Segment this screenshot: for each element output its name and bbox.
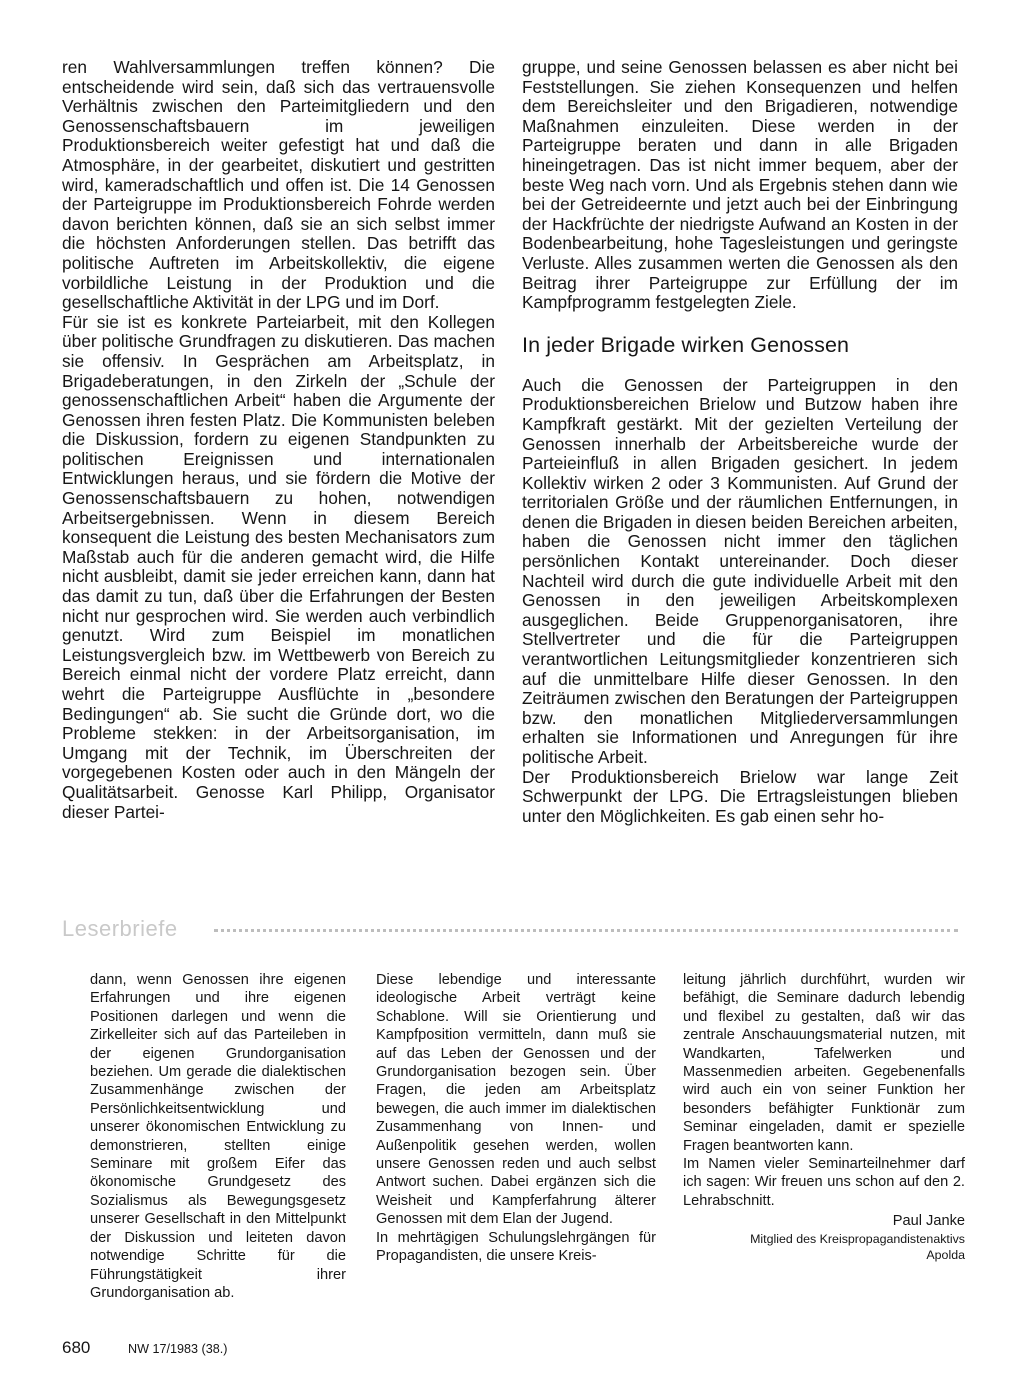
section-heading: In jeder Brigade wirken Genossen bbox=[522, 332, 850, 357]
letter-column-1 bbox=[90, 971, 346, 1302]
signature-name: Paul Janke bbox=[892, 1213, 965, 1230]
issue-label: NW 17/1983 (38.) bbox=[128, 1342, 228, 1356]
letter-paragraph: Diese lebendige und interessante ideologische Arbeit verträgt keine Schablone. Will sie Orientierung und Kampfposition vermitteln, dann muß sie auf das Leben der Genossen und der Grundorganisation bezogen sein. Über Fragen, die jeden am Arbeitsplatz bewegen, die auch immer im dialektischen Zusammenhang von Innen- und Außenpolitik gesehen werden, wollen unsere Genossen reden und auch selbst Antwort suchen. Dabei ergänzen sich die Weisheit und Kampferfahrung älterer Genossen mit dem Elan der Jugend. bbox=[376, 972, 656, 1228]
letter-paragraph: leitung jährlich durchführt, wurden wir befähigt, die Seminare dadurch lebendig und flexibel zu gestalten, daß wir das zentrale Anschauungsmaterial nutzen, mit Wandkarten, Tafelwerken und Massenmedien arbeiten. Gegebenenfalls wird auch ein von seiner Funktion her besonders befähigter Funktionär zum Seminar eingeladen, damit er spezielle Fragen beantworten kann. bbox=[683, 972, 965, 1154]
letter-paragraph: dann, wenn Genossen ihre eigenen Erfahrungen und ihre eigenen Positionen darlegen und wenn die Zirkelleiter sich auf das Parteileben in der eigenen Grundorganisation beziehen. Um gerade die dialektischen Zusammenhänge zwischen der Persönlichkeitsentwicklung und unserer ökonomischen Entwicklung zu demonstrieren, stellten einige Seminare mit großem Eifer das ökonomische Grundgesetz des Sozialismus als Bewegungsgesetz unserer Gesellschaft in den Mittelpunkt der Diskussion und leiteten davon notwendige Schritte für die Führungstätigkeit ihrer Grundorganisation ab. bbox=[90, 972, 346, 1301]
letter-paragraph: Im Namen vieler Seminarteilnehmer darf ich sagen: Wir freuen uns schon auf den 2. Lehrabschnitt. bbox=[683, 1156, 965, 1209]
page-number: 680 bbox=[62, 1338, 91, 1357]
signature-role: Mitglied des Kreispropagandistenaktivs bbox=[750, 1231, 965, 1246]
letter-paragraph: In mehrtägigen Schulungslehrgängen für Propagandisten, die unsere Kreis- bbox=[376, 1229, 656, 1265]
letter-column-3 bbox=[683, 971, 965, 1263]
article-paragraph: Für sie ist es konkrete Parteiarbeit, mit den Kollegen über politische Grundfragen zu diskutieren. Das machen sie offensiv. In Gesprächen am Arbeitsplatz, in Brigadeberatungen, in den Zirkeln der „Schule der genossenschaftlichen Arbeit“ haben die Argumente der Genossen ihren festen Platz. Die Kommunisten beleben die Diskussion, fordern zu eigenen Standpunkten zu politischen Ereignissen und internationalen Entwicklungen heraus, und sie fördern die Motive der Genossenschaftsbauern zu hohen, notwendigen Arbeitsergebnissen. Wenn in diesem Bereich konsequent die Leistung des besten Mechanisators zum Maßstab auch für die anderen gemacht wird, die Hilfe nicht ausbleibt, damit sie jeder erreichen kann, dann hat das damit zu tun, daß über die Erfahrungen der Besten nicht nur gesprochen wird. Sie werden auch verbindlich genutzt. Wird zum Beispiel im monatlichen Leistungsvergleich bzw. im Wettbewerb von Bereich zu Bereich einmal nicht der vordere Platz erreicht, dann wehrt die Parteigruppe Ausflüchte in „besondere Bedingungen“ ab. Sie sucht die Gründe dort, wo die Probleme stekken: in der Arbeitsorganisation, im Umgang mit der Technik, im Überschreiten der vorgegebenen Kosten oder auch in den Mängeln der Qualitätsarbeit. Genosse Karl Philipp, Organisator dieser Partei- bbox=[62, 311, 495, 822]
article-column-2 bbox=[522, 58, 958, 826]
article-paragraph: ren Wahlversammlungen treffen können? Die entscheidende wird sein, daß sich das vertrauensvolle Verhältnis zwischen den Parteimitgliedern und den Genossenschaftsbauern im jeweiligen Produktionsbereich weiter gefestigt hat und daß die Atmosphäre, in der gearbeitet, diskutiert und gestritten wird, kameradschaftlich und offen ist. Die 14 Genossen der Parteigruppe im Produktionsbereich Fohrde werden davon berichten können, daß sie an sich selbst immer die höchsten Anforderungen stellen. Das betrifft das politische Auftreten im Arbeitskollektiv, die eigene vorbildliche Leistung in der Produktion und die gesellschaftliche Aktivität in der LPG und im Dorf. bbox=[62, 57, 495, 313]
section-label-leserbriefe: Leserbriefe bbox=[62, 916, 178, 941]
letter-column-2 bbox=[376, 971, 656, 1266]
section-divider bbox=[214, 929, 958, 932]
article-paragraph: gruppe, und seine Genossen belassen es aber nicht bei Feststellungen. Sie ziehen Konsequenzen und helfen dem Bereichsleiter und den Brigadieren, notwendige Maßnahmen einzuleiten. Diese werden in der Parteigruppe beraten und dann in alle Brigaden hineingetragen. Das ist nicht immer bequem, aber der beste Weg nach vorn. Und als Ergebnis stehen dann wie bei der Getreideernte und jetzt auch bei der Einbringung der Hackfrüchte der niedrigste Aufwand an Kosten in der Bodenbearbeitung, hohe Tagesleistungen und geringste Verluste. Alles zusammen werten die Genossen als den Beitrag ihrer Parteigruppe zur Erfüllung der im Kampfprogramm festgelegten Ziele. bbox=[522, 57, 958, 313]
article-paragraph: Auch die Genossen der Parteigruppen in den Produktionsbereichen Brielow und Butzow haben ihre Kampfkraft gestärkt. Mit der gezielten Verteilung der Genossen innerhalb der Arbeitsbereiche wurde der Parteieinfluß in allen Brigaden gesichert. In jedem Kollektiv wirken 2 oder 3 Kommunisten. Auf Grund der territorialen Größe und der räumlichen Entfernungen, in denen die Brigaden in diesen beiden Bereichen arbeiten, haben die Genossen nicht immer den täglichen persönlichen Kontakt untereinander. Doch dieser Nachteil wird durch die gute individuelle Arbeit mit den Genossen in den jeweiligen Arbeitskomplexen ausgeglichen. Beide Gruppenorganisatoren, ihre Stellvertreter und die für die Parteigruppen verantwortlichen Leitungsmitglieder konzentrieren sich auf die unmittelbare Hilfe dieser Genossen. In den Zeiträumen zwischen den Beratungen der Parteigruppen bzw. den monatlichen Mitgliederversammlungen erhalten sie Informationen und Anregungen für ihre politische Arbeit. bbox=[522, 374, 958, 767]
article-column-1 bbox=[62, 58, 495, 822]
signature-place: Apolda bbox=[926, 1247, 965, 1262]
article-paragraph: Der Produktionsbereich Brielow war lange Zeit Schwerpunkt der LPG. Die Ertragsleistungen blieben unter den Möglichkeiten. Es gab einen sehr ho- bbox=[522, 766, 958, 826]
